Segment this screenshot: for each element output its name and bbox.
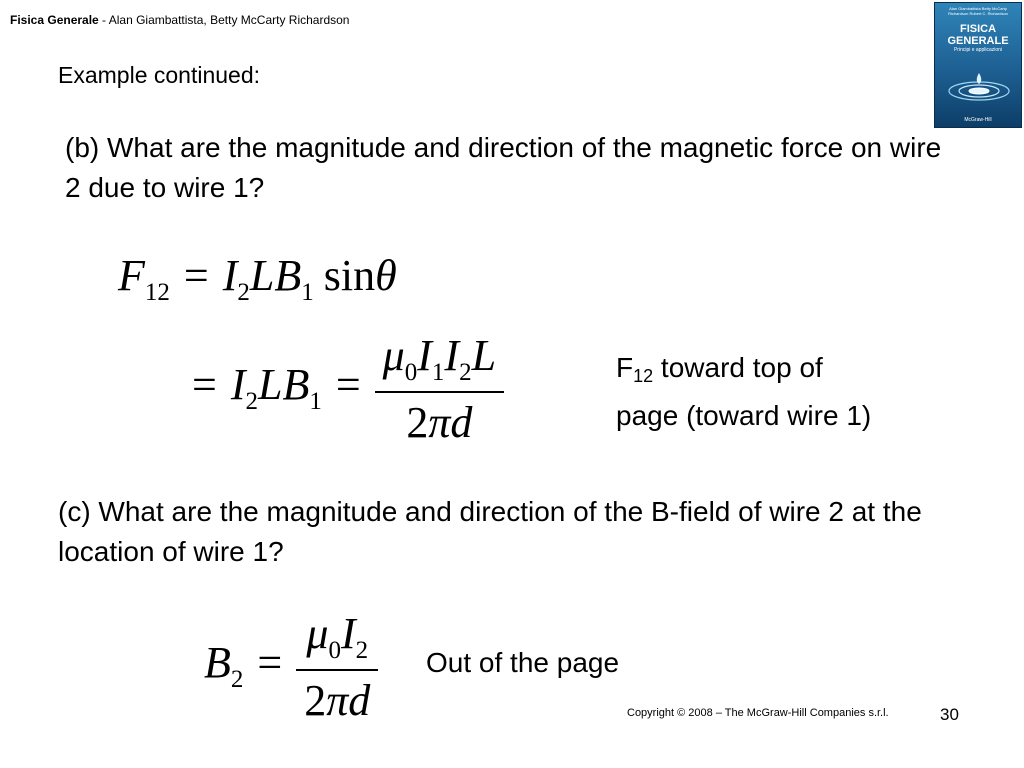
force-direction-note: F12 toward top of page (toward wire 1)	[616, 352, 872, 431]
book-cover-publisher: McGraw-Hill	[964, 117, 992, 123]
fraction	[296, 608, 378, 726]
page-number: 30	[940, 705, 959, 724]
question-c: (c) What are the magnitude and direction of the B-field of wire 2 at the location of wire 1?	[58, 496, 922, 567]
book-cover-title-line2: GENERALE	[947, 35, 1009, 47]
equation-b-field: $B_2$ = $\frac{\mu_0I_2}{2\pi d}$	[204, 608, 378, 726]
slide-subtitle: Example continued:	[58, 62, 261, 88]
book-cover-authors: Alan Giambattista Betty McCarty Richardson Robert C. Richardson	[948, 6, 1008, 16]
fraction-denominator: 2πd	[406, 398, 473, 447]
book-cover-subtitle: Principi e applicazioni	[953, 47, 1003, 53]
book-cover-title	[935, 23, 1021, 47]
book-cover-image	[934, 2, 1022, 128]
book-title: Fisica Generale	[10, 13, 99, 27]
question-b: (b) What are the magnitude and direction of the magnetic force on wire 2 due to wire 1?	[65, 132, 942, 203]
copyright-notice: Copyright © 2008 – The McGraw-Hill Companies s.r.l.	[627, 707, 889, 719]
water-drop-splash-icon	[947, 69, 1011, 103]
book-cover-title-line1: FISICA	[959, 23, 997, 35]
book-authors: - Alan Giambattista, Betty McCarty Richardson	[98, 13, 350, 27]
equation-force-fraction: = $I_2LB_1$ = $\frac{\mu_0I_1I_2L}{2\pi d}$	[178, 330, 504, 448]
fraction-numerator: $\mu_0I_2$	[296, 608, 378, 671]
equation-force-sin: $F_{12} = I_2LB_1$ sinθ	[118, 251, 397, 306]
slide-header	[10, 13, 349, 27]
b-field-direction-note: Out of the page	[426, 647, 620, 678]
fraction	[375, 330, 504, 448]
fraction-denominator: 2πd	[304, 676, 371, 725]
fraction-numerator: $\mu_0I_1I_2L$	[375, 330, 504, 393]
